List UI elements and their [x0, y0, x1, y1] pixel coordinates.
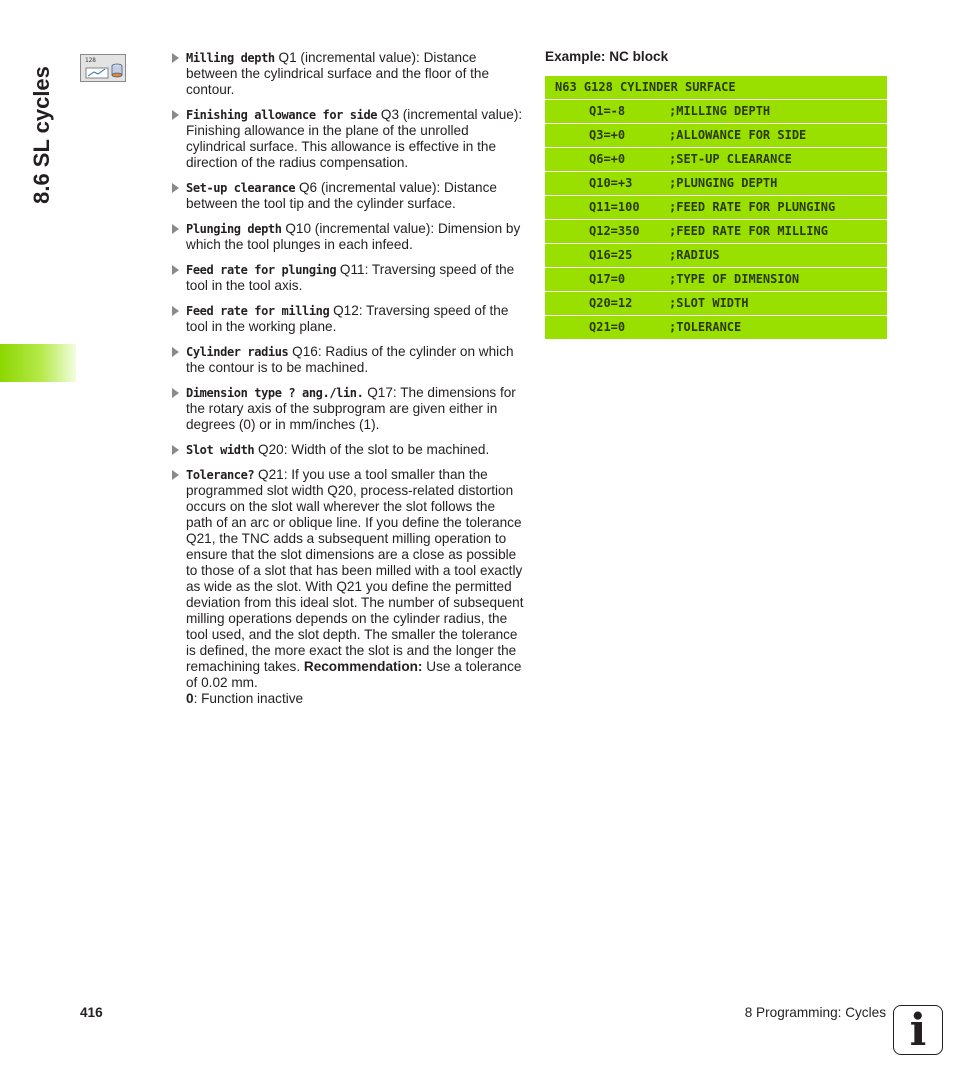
nc-line [545, 244, 887, 267]
nc-comment: ;PLUNGING DEPTH [669, 176, 778, 190]
zero-value: 0 [186, 691, 194, 706]
param-feed-milling [172, 303, 524, 335]
param-setup-clearance [172, 180, 524, 212]
param-slot-width [172, 442, 524, 458]
info-icon [893, 1005, 943, 1055]
nc-header-line [545, 76, 887, 99]
nc-block [545, 76, 887, 340]
param-keyword: Dimension type ? ang./lin. [186, 386, 364, 400]
param-keyword: Milling depth [186, 51, 275, 65]
section-title-text: 8.6 SL cycles [29, 66, 54, 204]
triangle-bullet-icon [172, 224, 179, 234]
triangle-bullet-icon [172, 110, 179, 120]
nc-line [545, 292, 887, 315]
param-feed-plunging [172, 262, 524, 294]
nc-param: Q17=0 [589, 272, 626, 286]
param-keyword: Slot width [186, 443, 255, 457]
param-description: Q16: Radius of the cylinder on which the contour is to be machined. [186, 344, 514, 375]
triangle-bullet-icon [172, 306, 179, 316]
nc-comment: ;TOLERANCE [669, 320, 742, 334]
info-glyph: i [909, 1005, 927, 1056]
chapter-footer: 8 Programming: Cycles [744, 1005, 886, 1020]
nc-comment: ;MILLING DEPTH [669, 104, 771, 118]
param-keyword: Finishing allowance for side [186, 108, 378, 122]
param-description: Q3 (incremental value): Finishing allowance in the plane of the unrolled cylindrical surface. This allowance is effective in the direction of the radius compensation. [186, 107, 523, 170]
cycle-number-label: 128 [85, 57, 96, 64]
triangle-bullet-icon [172, 183, 179, 193]
param-keyword: Plunging depth [186, 222, 282, 236]
nc-line [545, 172, 887, 195]
nc-line [545, 148, 887, 171]
triangle-bullet-icon [172, 53, 179, 63]
param-description: Q11: Traversing speed of the tool in the tool axis. [186, 262, 515, 293]
param-keyword: Feed rate for milling [186, 304, 330, 318]
param-keyword: Cylinder radius [186, 345, 289, 359]
zero-description: : Function inactive [193, 691, 304, 706]
nc-line [545, 124, 887, 147]
example-title: Example: NC block [545, 49, 669, 64]
nc-comment: ;ALLOWANCE FOR SIDE [669, 128, 807, 142]
param-description: Q6 (incremental value): Distance between the tool tip and the cylinder surface. [186, 180, 497, 211]
nc-comment: ;RADIUS [669, 248, 720, 262]
param-description: Q12: Traversing speed of the tool in the working plane. [186, 303, 509, 334]
triangle-bullet-icon [172, 470, 179, 480]
nc-param: Q10=+3 [589, 176, 633, 190]
triangle-bullet-icon [172, 265, 179, 275]
cylinder-surface-icon [80, 54, 126, 82]
param-dimension-type [172, 385, 524, 433]
nc-param: Q12=350 [589, 224, 640, 238]
nc-param: Q16=25 [589, 248, 633, 262]
recommendation-text: Use a tolerance of 0.02 mm. [186, 659, 522, 690]
page-number: 416 [80, 1005, 103, 1020]
nc-comment: ;TYPE OF DIMENSION [669, 272, 800, 286]
param-plunging-depth [172, 221, 524, 253]
param-milling-depth [172, 50, 524, 98]
nc-line [545, 196, 887, 219]
param-keyword: Feed rate for plunging [186, 263, 337, 277]
param-description: Q10 (incremental value): Dimension by which the tool plunges in each infeed. [186, 221, 521, 252]
nc-param: Q21=0 [589, 320, 626, 334]
nc-param: Q3=+0 [589, 128, 626, 142]
triangle-bullet-icon [172, 347, 179, 357]
nc-comment: ;SLOT WIDTH [669, 296, 749, 310]
param-finishing-allowance [172, 107, 524, 171]
nc-param: Q20=12 [589, 296, 633, 310]
nc-comment: ;FEED RATE FOR PLUNGING [669, 200, 836, 214]
recommendation-label: Recommendation: [303, 659, 423, 674]
nc-comment: ;FEED RATE FOR MILLING [669, 224, 828, 238]
chapter-tab [0, 344, 76, 382]
section-title [14, 60, 70, 210]
nc-param: Q11=100 [589, 200, 640, 214]
param-description: Q21: If you use a tool smaller than the programmed slot width Q20, process-related distortion occurs on the slot wall wherever the slot follows the path of an arc or oblique line. If you define the tolerance Q21, the TNC adds a subsequent milling operation to ensure that the slot dimensions are a close as possible to those of a slot that has been milled with a tool exactly as wide as the slot. With Q21 you define the permitted deviation from this ideal slot. The number of subsequent milling operations depends on the cylinder radius, the tool used, and the slot depth. The smaller the tolerance is defined, the more exact the slot is and the longer the remachining takes. [186, 467, 524, 674]
nc-line [545, 100, 887, 123]
nc-line [545, 220, 887, 243]
triangle-bullet-icon [172, 445, 179, 455]
nc-param: Q6=+0 [589, 152, 626, 166]
param-description: Q1 (incremental value): Distance between the cylindrical surface and the floor of the contour. [186, 50, 490, 97]
param-keyword: Set-up clearance [186, 181, 296, 195]
param-tolerance [172, 467, 524, 707]
nc-line [545, 268, 887, 291]
triangle-bullet-icon [172, 388, 179, 398]
param-description: Q17: The dimensions for the rotary axis of the subprogram are given either in degrees (0) or in mm/inches (1). [186, 385, 516, 432]
nc-line [545, 316, 887, 339]
param-keyword: Tolerance? [186, 468, 255, 482]
param-description: Q20: Width of the slot to be machined. [254, 442, 490, 457]
param-cylinder-radius [172, 344, 524, 376]
nc-param: Q1=-8 [589, 104, 626, 118]
nc-comment: ;SET-UP CLEARANCE [669, 152, 792, 166]
nc-header-text: N63 G128 CYLINDER SURFACE [555, 80, 736, 94]
parameter-list [172, 50, 524, 716]
